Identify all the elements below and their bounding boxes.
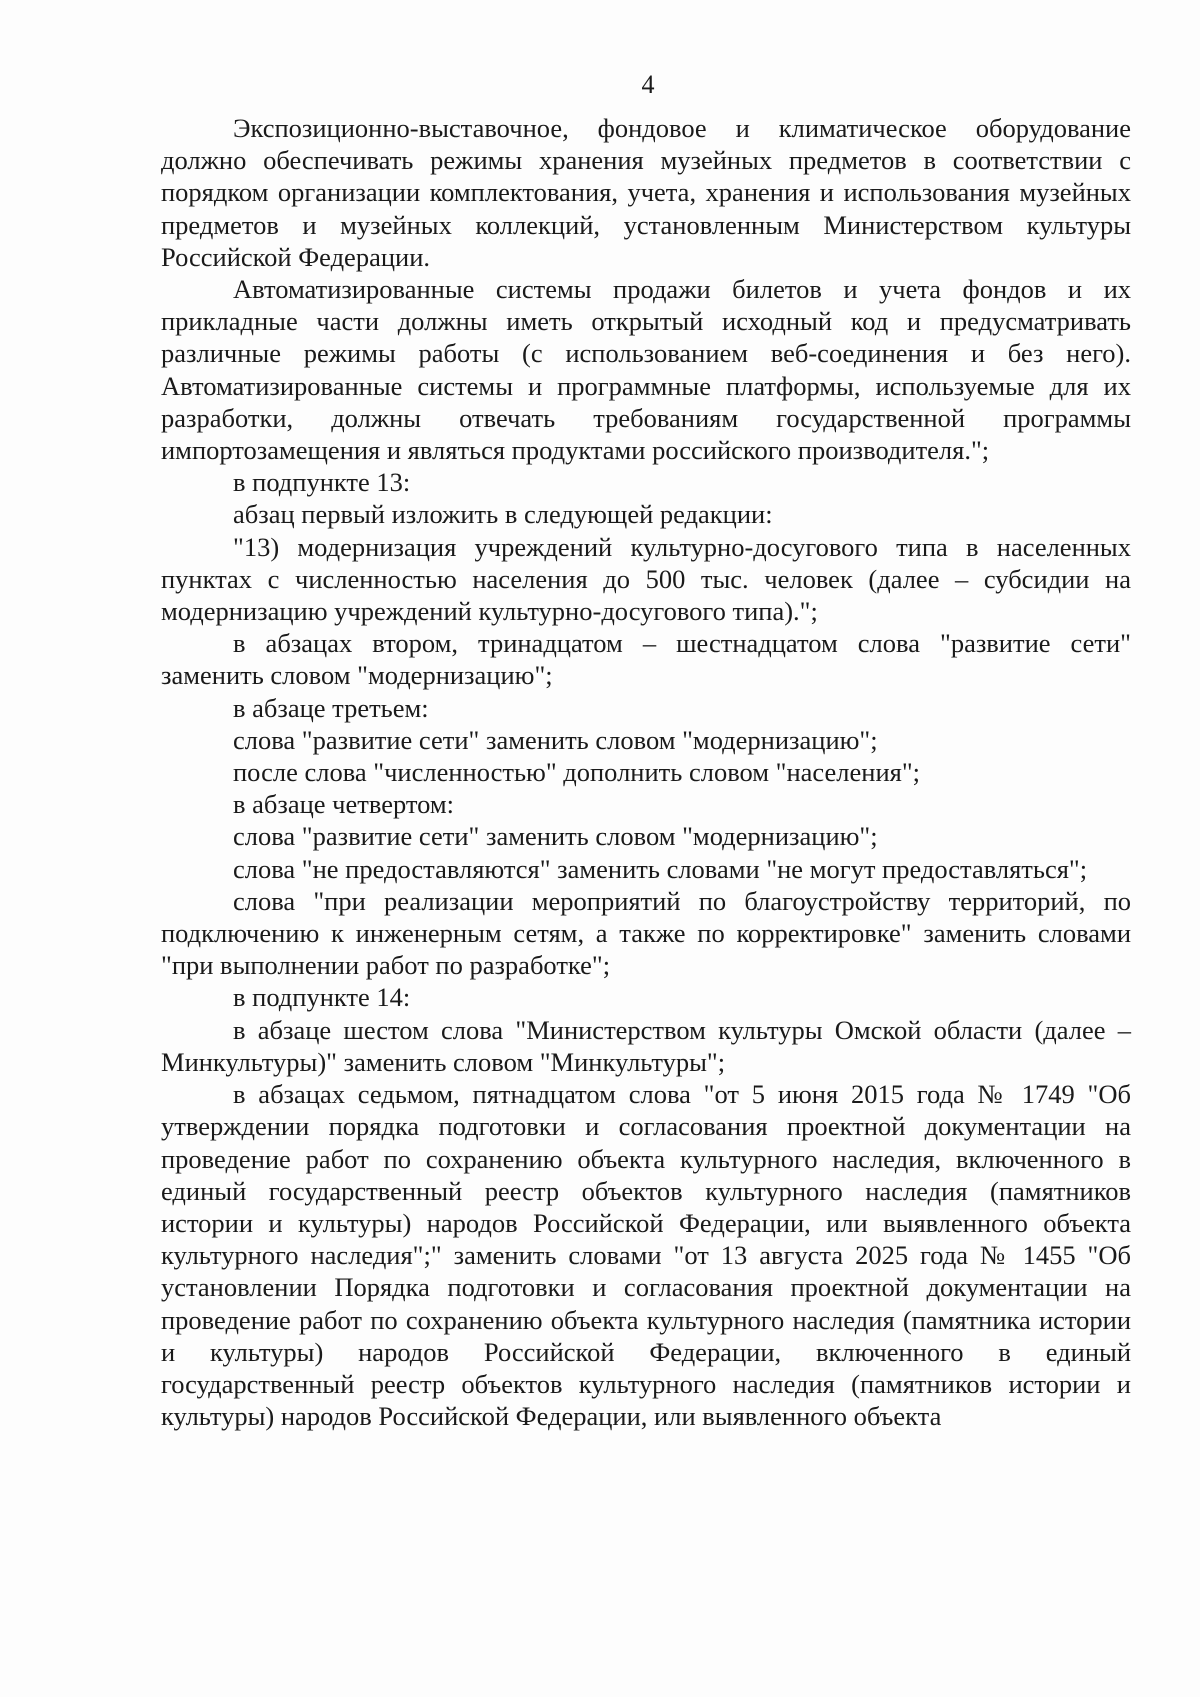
paragraph-automated-systems: Автоматизированные системы продажи билетов и учета фондов и их прикладные части должны иметь открытый исходный код и предусматривать различные режимы работы (с использованием веб-соединения и без него). Автоматизированные системы и программные платформы, используемые для их разработки, должны отвечать требованиям государственной программы импортозамещения и являться продуктами российского производителя."; xyxy=(161,274,1131,466)
paragraph-abzac-third: в абзаце третьем: xyxy=(233,692,429,723)
paragraph-add-population: после слова "численностью" дополнить словом "населения"; xyxy=(233,757,920,788)
paragraph-subpoint-14: в подпункте 14: xyxy=(233,982,411,1013)
paragraph-first-abzac: абзац первый изложить в следующей редакции: xyxy=(233,499,773,530)
paragraph-replace-development: слова "развитие сети" заменить словом "модернизацию"; xyxy=(233,724,878,755)
paragraph-replace-development-2: слова "развитие сети" заменить словом "модернизацию"; xyxy=(233,821,878,852)
document-body xyxy=(161,112,1131,1432)
paragraph-abzac-second-thirteenth: в абзацах втором, тринадцатом – шестнадцатом слова "развитие сети" заменить словом "модернизацию"; xyxy=(161,628,1131,691)
paragraph-replace-not-provided: слова "не предоставляются" заменить словами "не могут предоставляться"; xyxy=(233,853,1088,884)
page-number: 4 xyxy=(641,70,655,99)
paragraph-abzac-fourth: в абзаце четвертом: xyxy=(233,789,454,820)
paragraph-replace-landscaping: слова "при реализации мероприятий по благоустройству территорий, по подключению к инженерным сетям, а также по корректировке" заменить словами "при выполнении работ по разработке"; xyxy=(161,885,1131,981)
paragraph-abzac-sixth: в абзаце шестом слова "Министерством культуры Омской области (далее – Минкультуры)" заменить словом "Минкультуры"; xyxy=(161,1014,1131,1077)
paragraph-subpoint-13: в подпункте 13: xyxy=(233,467,411,498)
paragraph-abzac-seventh-fifteenth: в абзацах седьмом, пятнадцатом слова "от 5 июня 2015 года № 1749 "Об утверждении порядка подготовки и согласования проектной документации на проведение работ по сохранению объекта культурного наследия, включенного в единый государственный реестр объектов культурного наследия (памятников истории и культуры) народов Российской Федерации, или выявленного объекта культурного наследия";" заменить словами "от 13 августа 2025 года № 1455 "Об установлении Порядка подготовки и согласования проектной документации на проведение работ по сохранению объекта культурного наследия (памятника истории и культуры) народов Российской Федерации, включенного в единый государственный реестр объектов культурного наследия (памятников истории и культуры) народов Российской Федерации, или выявленного объекта xyxy=(161,1079,1131,1432)
paragraph-exhibition-equipment: Экспозиционно-выставочное, фондовое и климатическое оборудование должно обеспечивать режимы хранения музейных предметов в соответствии с порядком организации комплектования, учета, хранения и использования музейных предметов и музейных коллекций, установленным Министерством культуры Российской Федерации. xyxy=(161,113,1131,272)
paragraph-item-13-modernization: "13) модернизация учреждений культурно-досугового типа в населенных пунктах с численностью населения до 500 тыс. человек (далее – субсидии на модернизацию учреждений культурно-досугового типа)."; xyxy=(161,531,1131,627)
